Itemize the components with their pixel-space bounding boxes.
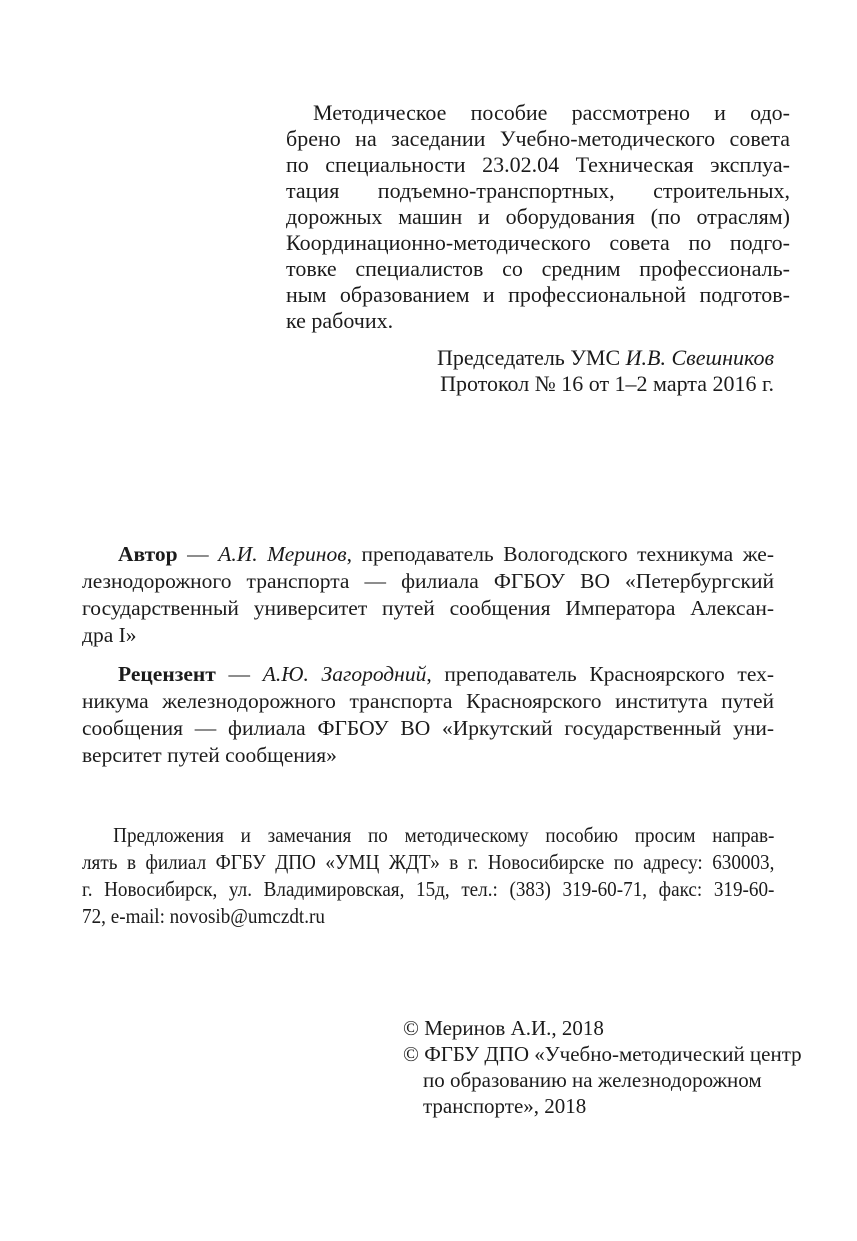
contact-paragraph (82, 822, 774, 930)
text-run: никума железнодорожного транспорта Красноярского института путей (82, 689, 774, 713)
signature-block (286, 345, 774, 397)
text-run: 72, e-mail: novosib@umczdt.ru (82, 904, 325, 928)
bold-text-run: Автор (118, 542, 178, 566)
text-run: по специальности 23.02.04 Техническая эксплуа- (286, 152, 790, 177)
text-line (82, 688, 774, 715)
text-run: © Меринов А.И., 2018 (403, 1016, 604, 1040)
text-run: дорожных машин и оборудования (по отраслям) (286, 204, 790, 229)
text-line (286, 256, 790, 282)
italic-text-run: А.Ю. Загородний (262, 662, 427, 686)
text-run: лять в филиал ФГБУ ДПО «УМЦ ЖДТ» в г. Новосибирске по адресу: 630003, (82, 850, 775, 874)
text-line (82, 903, 774, 930)
text-run: Председатель УМС (437, 345, 626, 370)
text-line (403, 1015, 803, 1041)
text-run: государственный университет путей сообщения Императора Алексан- (82, 596, 774, 620)
text-line (286, 345, 774, 371)
text-run: транспорте», 2018 (423, 1094, 587, 1118)
text-run: , преподаватель Красноярского тех- (426, 662, 774, 686)
text-run: тация подъемно-транспортных, строительных, (286, 178, 790, 203)
text-line (286, 308, 790, 334)
text-line (286, 371, 774, 397)
text-run: сообщения — филиала ФГБОУ ВО «Иркутский государственный уни- (82, 716, 774, 740)
text-run: дра I» (82, 623, 137, 647)
text-line (82, 876, 774, 903)
approval-paragraph (286, 100, 790, 334)
text-line (82, 849, 774, 876)
text-line (82, 595, 774, 622)
text-run: , преподаватель Вологодского техникума же- (346, 542, 774, 566)
text-line (403, 1067, 803, 1093)
text-line (82, 715, 774, 742)
reviewer-paragraph (82, 661, 774, 769)
copyright-block (403, 1015, 803, 1119)
text-line (286, 152, 790, 178)
text-line (286, 126, 790, 152)
text-line (286, 178, 790, 204)
text-line (82, 568, 774, 595)
text-line (403, 1093, 803, 1119)
text-line (82, 742, 774, 769)
text-line (82, 541, 774, 568)
text-line (286, 282, 790, 308)
text-run: — (215, 662, 263, 686)
text-run: ке рабочих. (286, 308, 394, 333)
text-run: © ФГБУ ДПО «Учебно-методический центр (403, 1042, 802, 1066)
bold-text-run: Рецензент (118, 662, 216, 686)
text-run: Предложения и замечания по методическому пособию просим направ- (113, 823, 775, 847)
text-line (82, 661, 774, 688)
text-line (82, 622, 774, 649)
text-line (286, 230, 790, 256)
text-run: товке специалистов со средним профессиональ- (286, 256, 790, 281)
text-run: брено на заседании Учебно-методического совета (286, 126, 790, 151)
text-run: — (177, 542, 219, 566)
text-run: Методическое пособие рассмотрено и одо- (313, 100, 790, 125)
text-run: Координационно-методического совета по подго- (286, 230, 790, 255)
text-run: г. Новосибирск, ул. Владимировская, 15д, тел.: (383) 319-60-71, факс: 319-60- (82, 877, 775, 901)
text-line (82, 822, 774, 849)
italic-text-run: И.В. Свешников (625, 345, 774, 370)
text-run: по образованию на железнодорожном (423, 1068, 762, 1092)
text-run: ным образованием и профессиональной подготов- (286, 282, 790, 307)
text-line (403, 1041, 803, 1067)
text-line (286, 204, 790, 230)
author-paragraph (82, 541, 774, 649)
text-line (286, 100, 790, 126)
text-run: верситет путей сообщения» (82, 743, 337, 767)
text-run: Протокол № 16 от 1–2 марта 2016 г. (440, 371, 774, 396)
text-run: лезнодорожного транспорта — филиала ФГБОУ ВО «Петербургский (82, 569, 774, 593)
italic-text-run: А.И. Меринов (218, 542, 347, 566)
